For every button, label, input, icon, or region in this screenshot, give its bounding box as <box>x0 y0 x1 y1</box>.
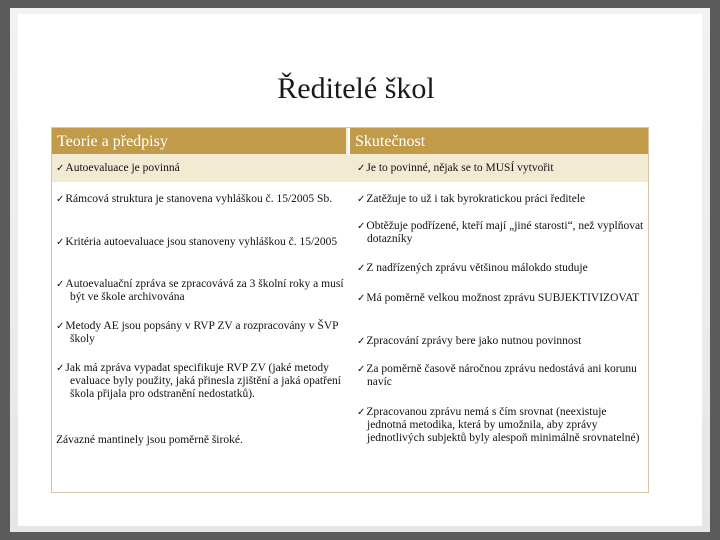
check-icon: ✓ <box>56 194 65 205</box>
list-item: ✓Z nadřízených zprávu většinou málokdo studuje <box>357 262 588 274</box>
list-item: ✓Zpracovanou zprávu nemá s čím srovnat (neexistuje jednotná metodika, která by umožnila, aby zprávy jednotlivých subjektů byly alespoň minimálně srovnatelné) <box>357 406 640 444</box>
slide-title: Ředitelé škol <box>277 72 435 105</box>
list-item-note: Závazné mantinely jsou poměrně široké. <box>56 434 243 446</box>
comparison-table <box>51 127 649 493</box>
check-icon: ✓ <box>56 321 65 332</box>
check-icon: ✓ <box>357 221 366 232</box>
list-item: ✓Má poměrně velkou možnost zprávu SUBJEKTIVIZOVAT <box>357 292 640 304</box>
check-icon: ✓ <box>56 279 65 290</box>
list-item: ✓Je to povinné, nějak se to MUSÍ vytvořit <box>357 162 554 174</box>
column-header-reality: Skutečnost <box>350 128 648 155</box>
check-icon: ✓ <box>357 163 366 174</box>
check-icon: ✓ <box>357 336 366 347</box>
column-header-theory: Teorie a předpisy <box>52 128 348 155</box>
check-icon: ✓ <box>56 237 65 248</box>
check-icon: ✓ <box>357 364 366 375</box>
list-item: ✓Za poměrně časově náročnou zprávu nedostává ani korunu navíc <box>357 363 637 388</box>
check-icon: ✓ <box>357 194 366 205</box>
list-item: ✓Zatěžuje to už i tak byrokratickou práci ředitele <box>357 193 586 205</box>
list-item: ✓Obtěžuje podřízené, kteří mají „jiné starosti“, než vyplňovat dotazníky <box>357 220 644 245</box>
list-item: ✓Rámcová struktura je stanovena vyhláškou č. 15/2005 Sb. <box>56 193 333 205</box>
list-item: ✓Zpracování zprávy bere jako nutnou povinnost <box>357 335 582 347</box>
theory-column <box>56 155 344 492</box>
slide-canvas <box>18 14 702 526</box>
check-icon: ✓ <box>56 363 65 374</box>
list-item: ✓Autoevaluační zpráva se zpracovává za 3 školní roky a musí být ve škole archivována <box>56 278 344 303</box>
check-icon: ✓ <box>56 163 65 174</box>
check-icon: ✓ <box>357 293 366 304</box>
list-item: ✓Kritéria autoevaluace jsou stanoveny vyhláškou č. 15/2005 <box>56 236 338 248</box>
reality-column <box>357 155 645 492</box>
list-item: ✓Autoevaluace je povinná <box>56 162 180 174</box>
check-icon: ✓ <box>357 407 366 418</box>
list-item: ✓Metody AE jsou popsány v RVP ZV a rozpracovány v ŠVP školy <box>56 320 339 345</box>
list-item: ✓Jak má zpráva vypadat specifikuje RVP ZV (jaké metody evaluace byly použity, jaká přinesla zjištění a jaká opatření škola přijala pro odstranění nedostatků). <box>56 362 341 400</box>
check-icon: ✓ <box>357 263 366 274</box>
